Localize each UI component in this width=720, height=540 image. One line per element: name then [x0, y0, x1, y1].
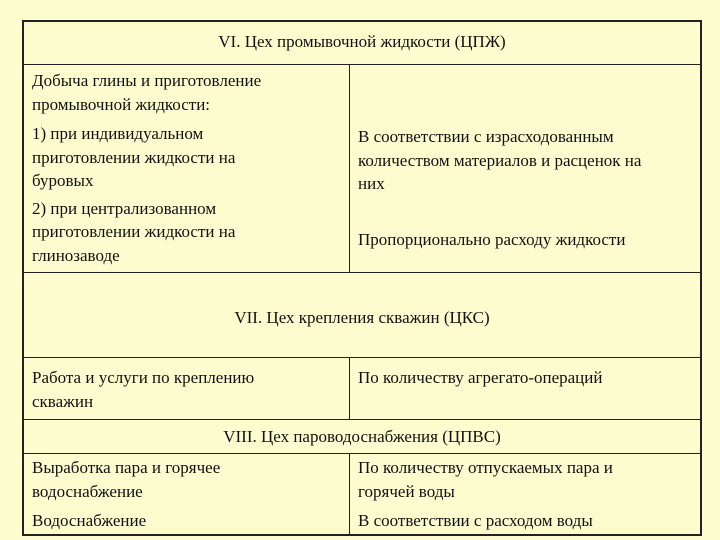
- section-6-right1-line-3: них: [358, 174, 385, 193]
- section-7-right: По количеству агрегато-операций: [358, 368, 603, 387]
- section-6-intro-line-2: промывочной жидкости:: [32, 94, 211, 114]
- section-7-left-line-2: скважин: [32, 391, 94, 411]
- section-7-title: VII. Цех крепления скважин (ЦКС): [234, 308, 490, 327]
- section-8-left-cell: [24, 454, 350, 535]
- section-8-header: [24, 419, 700, 453]
- section-7-left-line-1: Работа и услуги по креплению: [32, 368, 255, 387]
- section-8-left1-line-1: Выработка пара и горячее: [32, 458, 221, 477]
- section-8-title: VIII. Цех пароводоснабжения (ЦПВС): [223, 427, 501, 446]
- section-6-item1-line-2: приготовлении жидкости на: [32, 147, 236, 167]
- section-8-left1-line-2: водоснабжение: [32, 481, 143, 501]
- section-7-left-cell: [24, 358, 350, 419]
- section-6-right1-line-2: количеством материалов и расценок на: [358, 150, 642, 170]
- section-8-right2: В соответствии с расходом воды: [358, 511, 593, 530]
- section-6-intro-line-1: Добыча глины и приготовление: [32, 71, 262, 90]
- section-6-item2-line-1: 2) при централизованном: [32, 198, 217, 218]
- section-6-title: VI. Цех промывочной жидкости (ЦПЖ): [218, 32, 506, 51]
- section-6-right-cell: [350, 65, 700, 272]
- section-6-left-cell: [24, 65, 350, 272]
- section-6-item1-line-3: буровых: [32, 171, 94, 190]
- section-6-right1-line-1: В соответствии с израсходованным: [358, 127, 614, 146]
- section-8-right1-line-2: горячей воды: [358, 481, 455, 501]
- section-8-left2: Водоснабжение: [32, 511, 147, 530]
- section-8-right1-line-1: По количеству отпускаемых пара и: [358, 458, 613, 477]
- section-6-item2-line-2: приготовлении жидкости на: [32, 222, 236, 241]
- section-6-header: [24, 22, 700, 64]
- section-6-item2-line-3: глинозаводе: [32, 245, 120, 265]
- section-6-right2: Пропорционально расходу жидкости: [358, 229, 626, 249]
- section-7-right-cell: [350, 358, 700, 419]
- distribution-table: [22, 20, 702, 536]
- section-7-header: [24, 272, 700, 357]
- section-6-body: [24, 64, 700, 272]
- section-6-item1-line-1: 1) при индивидуальном: [32, 124, 204, 143]
- section-8-right-cell: [350, 454, 700, 535]
- section-7-body: [24, 357, 700, 419]
- section-8-body: [24, 453, 700, 535]
